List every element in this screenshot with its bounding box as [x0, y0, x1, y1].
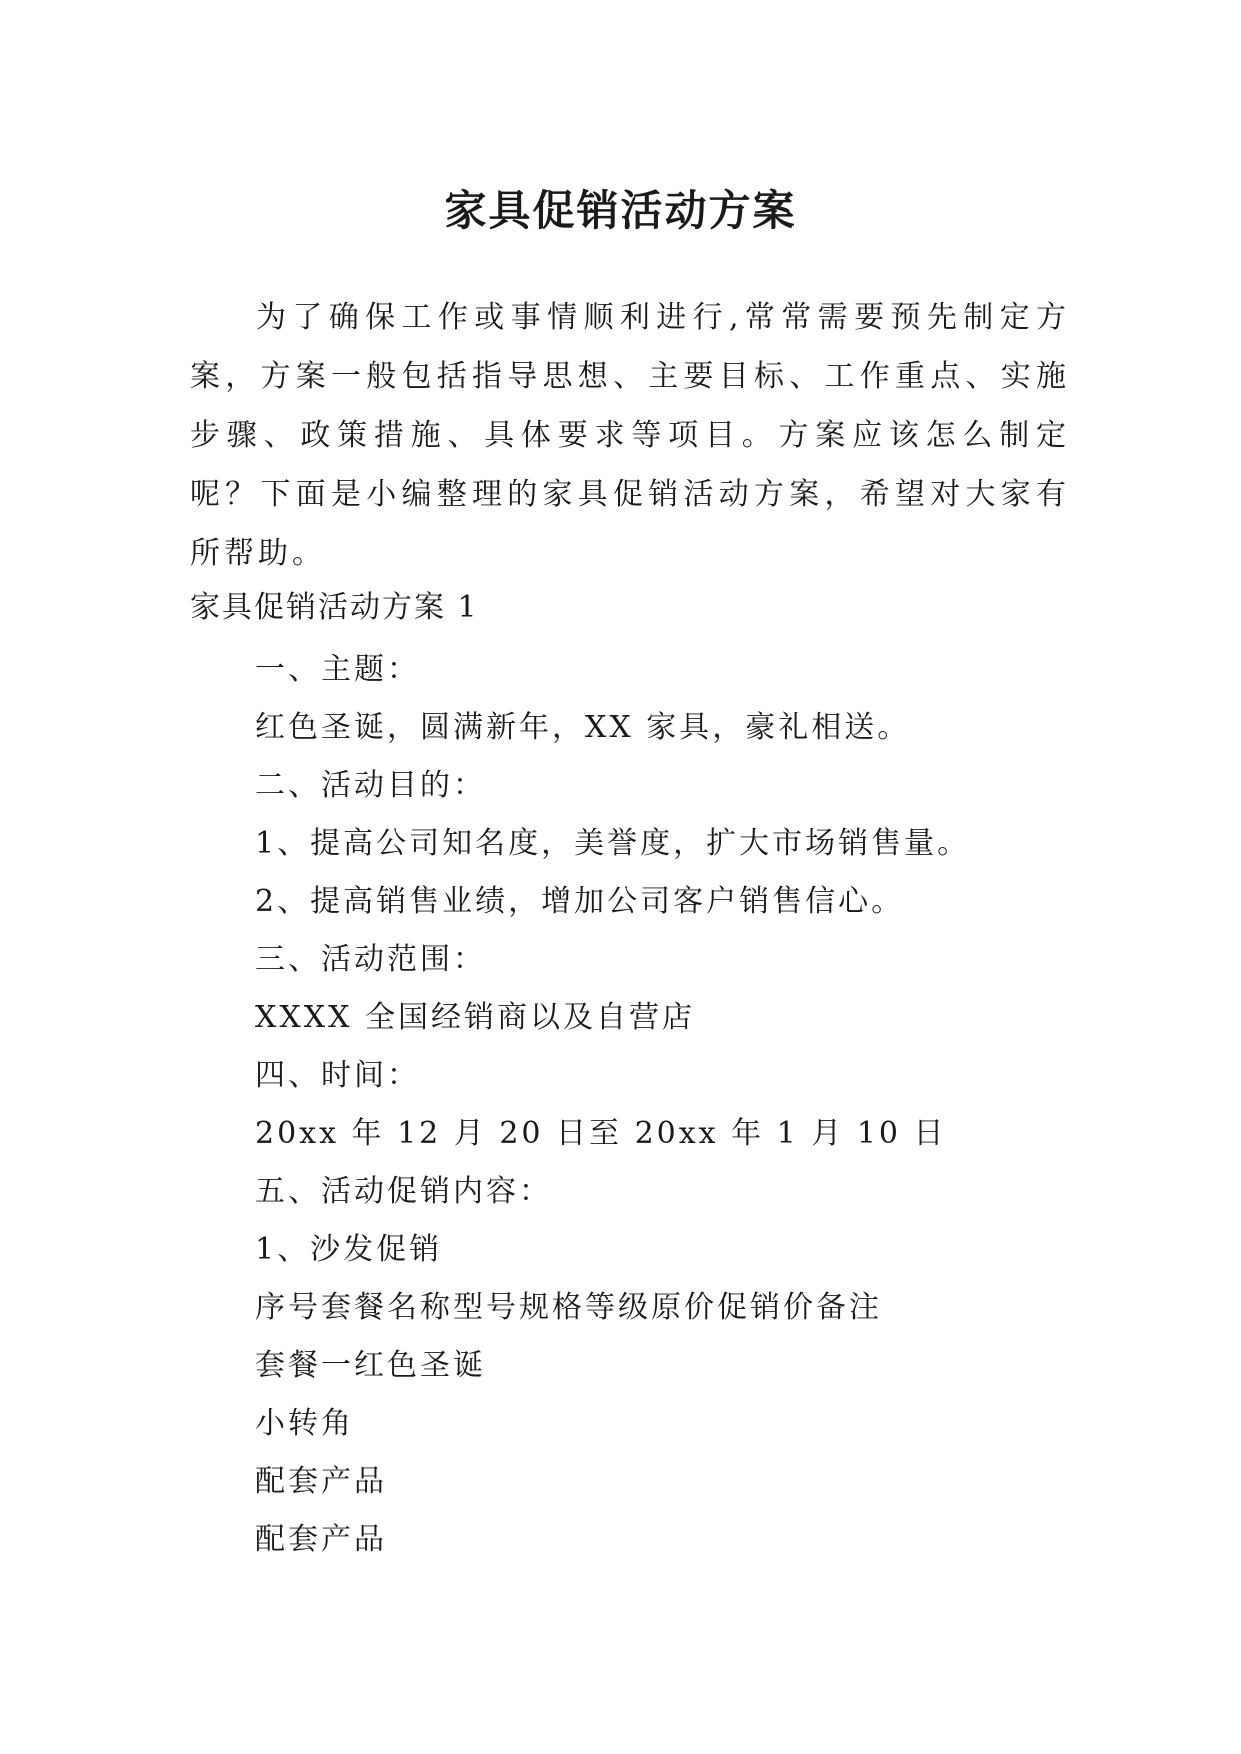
heading-content: 五、活动促销内容：	[255, 1174, 552, 1209]
section-heading: 家具促销活动方案 1	[190, 590, 479, 625]
purpose-item-2: 2、提高销售业绩，增加公司客户销售信心。	[255, 884, 905, 919]
content-item-sofa: 1、沙发促销	[255, 1232, 443, 1267]
heading-scope: 三、活动范围：	[255, 942, 486, 977]
product-line: 配套产品	[255, 1522, 387, 1557]
product-line: 小转角	[255, 1406, 354, 1441]
intro-paragraph: 为了确保工作或事情顺利进行,常常需要预先制定方案，方案一般包括指导思想、主要目标、工作重点、实施步骤、政策措施、具体要求等项目。方案应该怎么制定呢？下面是小编整理的家具促销活动方案，希望对大家有所帮助。	[190, 300, 1070, 571]
document-title: 家具促销活动方案	[444, 186, 797, 236]
body-lines	[255, 641, 1115, 1569]
time-text: 20xx 年 12 月 20 日至 20xx 年 1 月 10 日	[255, 1116, 947, 1151]
theme-text: 红色圣诞，圆满新年，XX 家具，豪礼相送。	[255, 710, 911, 745]
purpose-item-1: 1、提高公司知名度，美誉度，扩大市场销售量。	[255, 826, 971, 861]
table-header-line: 序号套餐名称型号规格等级原价促销价备注	[255, 1290, 882, 1325]
scope-text: XXXX 全国经销商以及自营店	[255, 1000, 695, 1035]
heading-purpose: 二、活动目的：	[255, 768, 486, 803]
product-line: 配套产品	[255, 1464, 387, 1499]
heading-theme: 一、主题：	[255, 652, 420, 687]
heading-time: 四、时间：	[255, 1058, 420, 1093]
package-name-line: 套餐一红色圣诞	[255, 1348, 486, 1383]
